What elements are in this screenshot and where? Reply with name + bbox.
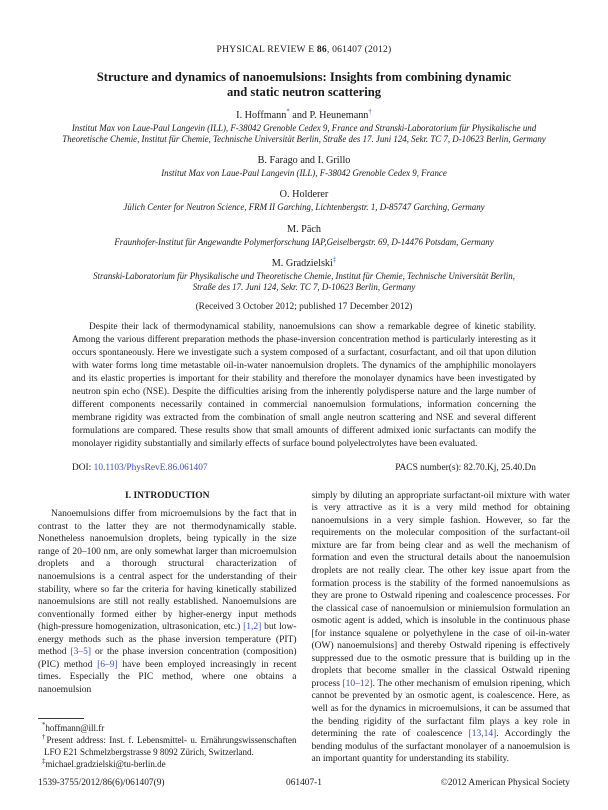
author-names — [0, 110, 608, 121]
doi-pacs-row — [72, 463, 536, 473]
footnotes — [38, 718, 297, 771]
affiliation: Straße des 17. Juni 124, Sekr. TC 7, D-10623 Berlin, Germany — [192, 282, 416, 293]
footnote-present-address — [38, 735, 297, 759]
doi-line — [72, 463, 208, 473]
text-run: ‡ — [42, 757, 46, 765]
inline-link[interactable]: [10–12] — [342, 678, 373, 689]
footer-copyright: ©2012 American Physical Society — [440, 778, 570, 788]
author-names — [0, 189, 608, 200]
text-run: O. Holderer — [279, 189, 329, 201]
text-run: have been employed increasingly in recent times. Especially the PIC method, where one obtains a nanoemulsion — [38, 659, 297, 695]
body-column-right — [312, 490, 571, 771]
text-run: M. Gradzielski — [271, 258, 333, 270]
text-run: . Accordingly the bending modulus of the surfactant monolayer of a nanoemulsion is an important quantity for understanding its stability. — [311, 729, 571, 765]
affiliation: Fraunhofer-Institut für Angewandte Polymerforschung IAP,Geiselbergstr. 69, D-14476 Potsdam, Germany — [114, 236, 494, 247]
affiliation: Stranski-Laboratorium für Physikalische und Theoretische Chemie, Institut für Chemie, Technische Universität Berlin, — [93, 271, 515, 282]
author-names — [0, 224, 608, 235]
footnote-rule — [38, 718, 84, 719]
author-group-2 — [0, 155, 608, 179]
received-date: (Received 3 October 2012; published 17 December 2012) — [195, 301, 413, 312]
text-run: Present address: Inst. f. Lebensmittel- u. Ernährungswissenschaften LFO E21 Schmelzbergstrasse 9 8092 Zürich, Switzerland. — [44, 734, 297, 757]
inline-link[interactable]: [3–5] — [70, 647, 92, 658]
text-run: PHYSICAL REVIEW E — [216, 44, 317, 55]
text-run: * — [42, 722, 46, 730]
inline-link[interactable]: 10.1103/PhysRevE.86.061407 — [93, 462, 208, 473]
text-run: and P. Heunemann — [289, 109, 369, 121]
journal-header — [0, 44, 608, 55]
text-run: † — [42, 733, 47, 741]
intro-paragraph-left — [38, 508, 297, 696]
footer-issn: 1539-3755/2012/86(6)/061407(9) — [38, 778, 165, 788]
paper-title-line-2: and static neutron scattering — [226, 84, 382, 99]
paper-title — [0, 70, 608, 100]
text-run: DOI: — [72, 462, 94, 473]
footer-page-number: 061407-1 — [286, 778, 322, 788]
footnote-author-email — [38, 759, 297, 771]
text-run: , 061407 (2012) — [326, 44, 392, 55]
author-group-5 — [0, 258, 608, 294]
inline-link[interactable]: [1,2] — [243, 622, 262, 633]
text-run: michael.gradzielski@tu-berlin.de — [45, 758, 166, 769]
text-run: M. Päch — [287, 223, 321, 235]
abstract: Despite their lack of thermodynamical stability, nanoemulsions can show a remarkable degree of kinetic stability. Among the various different preparation methods the phase-inversion concentration method is particularly interesting as it occurs spontaneously. Here we investigate such a system composed of a surfactant, cosurfactant, and oil that upon dilution with water forms long time metastable oil-in-water nanoemulsion droplets. The dynamics of the amphiphilic monolayers and its elastic properties is important for their stability and therefore the monolayer dynamics have been investigated by neutron spin echo (NSE). Despite the difficulties arising from the inherently polydisperse nature and the large number of different components necessarily contained in commercial nanoemulsion formulations, information concerning the membrane rigidity was extracted from the combination of small angle neutron scattering and NSE and several different formulations are compared. These results show that small amounts of different admixed ionic surfactants can modify the monolayer rigidity substantially and similarly effects of surface bound polyelectrolytes have been evaluated. — [72, 321, 536, 449]
inline-link[interactable]: * — [286, 108, 290, 116]
text-run: Nanoemulsions differ from microemulsions by the fact that in contrast to the latter they are not thermodynamically stable. Nonetheless nanoemulsion droplets, being typically in the size range of 20–100 nm, are only somewhat larger than microemulsion droplets and a thorough structural characterization of nanoemulsions is a central aspect for the understanding of their stability, where so far the criteria for having kinetically stabilized nanoemulsions are still not really established. Nanoemulsions are conventionally formed either by higher-energy input methods (high-pressure homogenization, ultrasonication, etc.) — [38, 509, 297, 633]
text-run: I. Hoffmann — [236, 109, 287, 121]
body-columns — [38, 490, 570, 771]
text-run: simply by diluting an appropriate surfactant-oil mixture with water is very attractive as it is a very mild method for obtaining nanoemulsions in a very simple fashion. However, so far the requirements on the molecular composition of the surfactant-oil mixture are far from being clear and as well the mechanism of formation and even the structural details about the nanoemulsion droplets are not really clear. The other key issue apart from the formation process is the stability of the formed nanoemulsions as they are prone to Ostwald ripening and coalescence processes. For the classical case of nanoemulsion or miniemulsion formulation an osmotic agent is added, which is insoluble in the continuous phase [for instance squalene or polyethylene in the case of oil-in-water (OW) nanoemulsions] and thereby Ostwald ripening is effectively suppressed due to the osmotic pressure that is building up in the droplets that become smaller in the classical Ostwald ripening process — [311, 490, 570, 689]
text-run: 86 — [316, 44, 327, 55]
section-heading: I. INTRODUCTION — [125, 490, 210, 501]
text-run: . The other mechanism of emulsion ripening, which cannot be prevented by an osmotic agent, is coalescence. Here, as well as for the dynamics in microemulsions, it can be assumed that the bending rigidity of the surfactant film plays a key role in determining the rate of coalescence — [311, 678, 570, 740]
pacs-line: PACS number(s): 82.70.Kj, 25.40.Dn — [395, 462, 536, 473]
paper-title-line-1: Structure and dynamics of nanoemulsions: Insights from combining dynamic — [96, 70, 512, 84]
text-run: B. Farago and I. Grillo — [257, 155, 351, 167]
affiliation: Jülich Center for Neutron Science, FRM II Garching, Lichtenbergstr. 1, D-85747 Garching, Germany — [123, 202, 485, 213]
affiliation: Institut Max von Laue-Paul Langevin (ILL), F-38042 Grenoble Cedex 9, France — [161, 168, 447, 179]
affiliation: Institut Max von Laue-Paul Langevin (ILL), F-38042 Grenoble Cedex 9, France and Stranski-Laboratorium für Physikalische und — [71, 122, 537, 133]
affiliation: Theoretische Chemie, Institut für Chemie, Technische Universität Berlin, Straße des 17. Juni 124, Sekr. TC 7, D-10623 Berlin, Germany — [62, 133, 546, 144]
intro-paragraph-right — [312, 490, 571, 766]
author-group-1 — [0, 110, 608, 146]
inline-link[interactable]: [6–9] — [97, 659, 118, 670]
author-group-4 — [0, 224, 608, 248]
inline-link[interactable]: ‡ — [332, 256, 337, 264]
inline-link[interactable]: [13,14] — [468, 729, 497, 740]
page-footer — [38, 778, 570, 788]
body-column-left — [38, 490, 297, 771]
author-group-3 — [0, 189, 608, 213]
text-run: hoffmann@ill.fr — [45, 723, 105, 734]
inline-link[interactable]: † — [368, 108, 372, 116]
text-run: or the phase inversion concentration (composition) (PIC) method — [38, 647, 297, 670]
author-names — [0, 155, 608, 166]
author-names — [0, 258, 608, 269]
text-run: but low-energy methods such as the phase inversion temperature (PIT) method — [38, 622, 297, 658]
footnote-author-email — [38, 723, 297, 735]
